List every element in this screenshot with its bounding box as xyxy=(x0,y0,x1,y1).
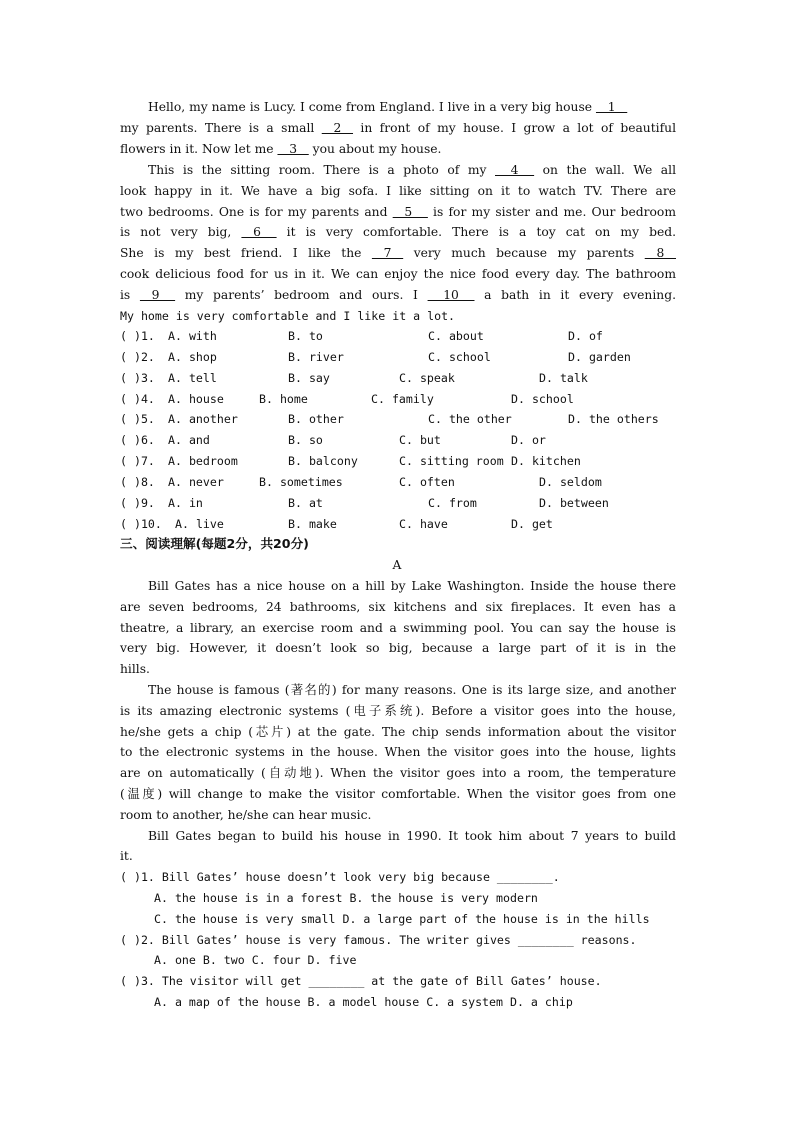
option-b: B. make xyxy=(288,516,337,531)
text: is xyxy=(120,288,140,302)
option-b: B. balcony xyxy=(288,454,358,469)
question-number: ( )5. xyxy=(120,412,155,427)
passage1-line-3 xyxy=(120,139,676,160)
passage-a-line: to the electronic systems in the house. When the visitor goes into the house, lights xyxy=(120,745,676,760)
text: flowers in it. Now let me xyxy=(120,142,278,156)
option-d: D. of xyxy=(568,329,603,343)
option-d: D. school xyxy=(511,391,574,406)
option-c: C. speak xyxy=(399,370,455,385)
passage1-line-2 xyxy=(120,118,676,139)
option-a: A. tell xyxy=(168,370,217,385)
text: my parents’ bedroom and ours. I xyxy=(175,288,428,302)
option-a: A. live xyxy=(175,516,224,531)
option-b: B. home xyxy=(259,391,308,406)
blank-5: 5 xyxy=(392,205,428,219)
text: you about my house. xyxy=(308,142,442,156)
option-d: D. talk xyxy=(539,370,588,385)
text: Hello, my name is Lucy. I come from England. I live in a very big house xyxy=(148,100,596,114)
text: is not very big, xyxy=(120,225,242,239)
option-c: C. the other xyxy=(428,412,512,427)
text: This is the sitting room. There is a photo of my xyxy=(148,163,495,177)
passage1-line-11 xyxy=(120,306,676,327)
blank-1: 1 xyxy=(595,100,628,114)
option-c: C. have xyxy=(399,516,448,531)
question-number: ( )2. xyxy=(120,349,155,364)
passage-a-line: theatre, a library, an exercise room and a swimming pool. You can say the house is xyxy=(120,620,676,635)
option-c: C. sitting room xyxy=(399,454,504,469)
option-c: C. but xyxy=(399,433,441,448)
blank-3: 3 xyxy=(277,142,309,156)
option-a: A. another xyxy=(168,412,238,427)
option-b: B. say xyxy=(288,370,330,385)
blank-2: 2 xyxy=(321,121,354,135)
option-b: B. at xyxy=(288,495,323,510)
question-stem: ( )1. Bill Gates’ house doesn’t look very big because ________. xyxy=(120,870,560,884)
option-a: A. shop xyxy=(168,349,217,364)
option-d: D. kitchen xyxy=(511,454,581,469)
text: She is my best friend. I like the xyxy=(120,246,372,260)
option-a: A. in xyxy=(168,495,203,510)
option-b: B. to xyxy=(288,329,323,343)
passage-a-line: The house is famous (著名的) for many reasons. One is its large size, and another xyxy=(148,683,676,697)
question-options: A. a map of the house B. a model house C. a system D. a chip xyxy=(154,995,573,1010)
option-c: C. family xyxy=(371,391,434,406)
passage1-line-7 xyxy=(120,222,676,243)
question-number: ( )4. xyxy=(120,391,155,406)
passage-a-line: he/she gets a chip (芯片) at the gate. The chip sends information about the visitor xyxy=(120,724,676,739)
option-d: D. between xyxy=(539,495,609,510)
passage1-line-6 xyxy=(120,202,676,223)
passage1-line-5 xyxy=(120,181,676,202)
question-number: ( )1. xyxy=(120,329,155,343)
passage1-line-10 xyxy=(120,285,676,306)
text: in front of my house. I grow a lot of beautiful xyxy=(353,121,677,135)
passage-a-line: room to another, he/she can hear music. xyxy=(120,807,372,822)
question-stem: ( )3. The visitor will get ________ at the gate of Bill Gates’ house. xyxy=(120,974,602,989)
text: my parents. There is a small xyxy=(120,121,322,135)
option-b: B. sometimes xyxy=(259,474,343,489)
option-c: C. often xyxy=(399,474,455,489)
question-number: ( )10. xyxy=(120,516,162,531)
question-number: ( )8. xyxy=(120,474,155,489)
question-stem: ( )2. Bill Gates’ house is very famous. The writer gives ________ reasons. xyxy=(120,932,637,947)
blank-4: 4 xyxy=(495,163,535,177)
text: cook delicious food for us in it. We can enjoy the nice food every day. The bathroom xyxy=(120,267,676,281)
option-d: D. garden xyxy=(568,349,631,364)
blank-6: 6 xyxy=(241,225,277,239)
passage1-line-8 xyxy=(120,243,676,264)
option-b: B. river xyxy=(288,349,344,364)
question-number: ( )7. xyxy=(120,454,155,469)
blank-8: 8 xyxy=(644,246,676,260)
text: it is very comfortable. There is a toy cat on my bed. xyxy=(276,225,677,239)
text: two bedrooms. One is for my parents and xyxy=(120,205,393,219)
passage1-line-9 xyxy=(120,264,676,285)
question-options: C. the house is very small D. a large part of the house is in the hills xyxy=(154,911,650,926)
section-heading: 三、阅读理解(每题2分，共20分) xyxy=(120,536,309,551)
option-a: A. and xyxy=(168,433,210,448)
option-d: D. seldom xyxy=(539,474,602,489)
option-c: C. from xyxy=(428,495,477,510)
option-b: B. so xyxy=(288,433,323,448)
text: on the wall. We all xyxy=(534,163,676,177)
text: My home is very comfortable and I like it a lot. xyxy=(120,309,456,323)
blank-10: 10 xyxy=(427,288,475,302)
option-a: A. bedroom xyxy=(168,454,238,469)
text: look happy in it. We have a big sofa. I like sitting on it to watch TV. There are xyxy=(120,184,676,198)
option-d: D. get xyxy=(511,516,553,531)
passage-a-line: are seven bedrooms, 24 bathrooms, six kitchens and six fireplaces. It even has a xyxy=(120,599,676,614)
passage-a-line: (温度) will change to make the visitor comfortable. When the visitor goes from one xyxy=(120,787,676,801)
option-d: D. the others xyxy=(568,412,659,427)
passage-a-line: Bill Gates has a nice house on a hill by Lake Washington. Inside the house there xyxy=(148,579,676,593)
passage-a-line: are on automatically (自动地). When the visitor goes into a room, the temperature xyxy=(120,766,676,781)
blank-9: 9 xyxy=(139,288,176,302)
question-options: A. one B. two C. four D. five xyxy=(154,953,357,968)
question-number: ( )3. xyxy=(120,370,155,385)
question-number: ( )9. xyxy=(120,495,155,510)
passage-a-line: very big. However, it doesn’t look so big, because a large part of it is in the xyxy=(120,641,676,656)
passage-label: A xyxy=(392,558,402,572)
text: a bath in it every evening. xyxy=(474,288,676,302)
question-number: ( )6. xyxy=(120,433,155,448)
text: is for my sister and me. Our bedroom xyxy=(427,205,676,219)
passage-a-line: is its amazing electronic systems (电子系统). Before a visitor goes into the house, xyxy=(120,703,676,718)
text: very much because my parents xyxy=(403,246,645,260)
option-a: A. never xyxy=(168,474,224,489)
option-a: A. with xyxy=(168,329,217,343)
option-c: C. school xyxy=(428,349,491,364)
option-b: B. other xyxy=(288,412,344,427)
option-c: C. about xyxy=(428,329,484,343)
blank-7: 7 xyxy=(371,246,404,260)
option-a: A. house xyxy=(168,391,224,406)
question-options: A. the house is in a forest B. the house is very modern xyxy=(154,890,538,905)
passage-a-line: it. xyxy=(120,849,133,864)
passage1-line-1 xyxy=(148,97,676,118)
passage1-line-4 xyxy=(148,160,676,181)
option-d: D. or xyxy=(511,433,546,448)
passage-a-line: hills. xyxy=(120,662,150,677)
passage-a-line: Bill Gates began to build his house in 1990. It took him about 7 years to build xyxy=(148,828,676,843)
